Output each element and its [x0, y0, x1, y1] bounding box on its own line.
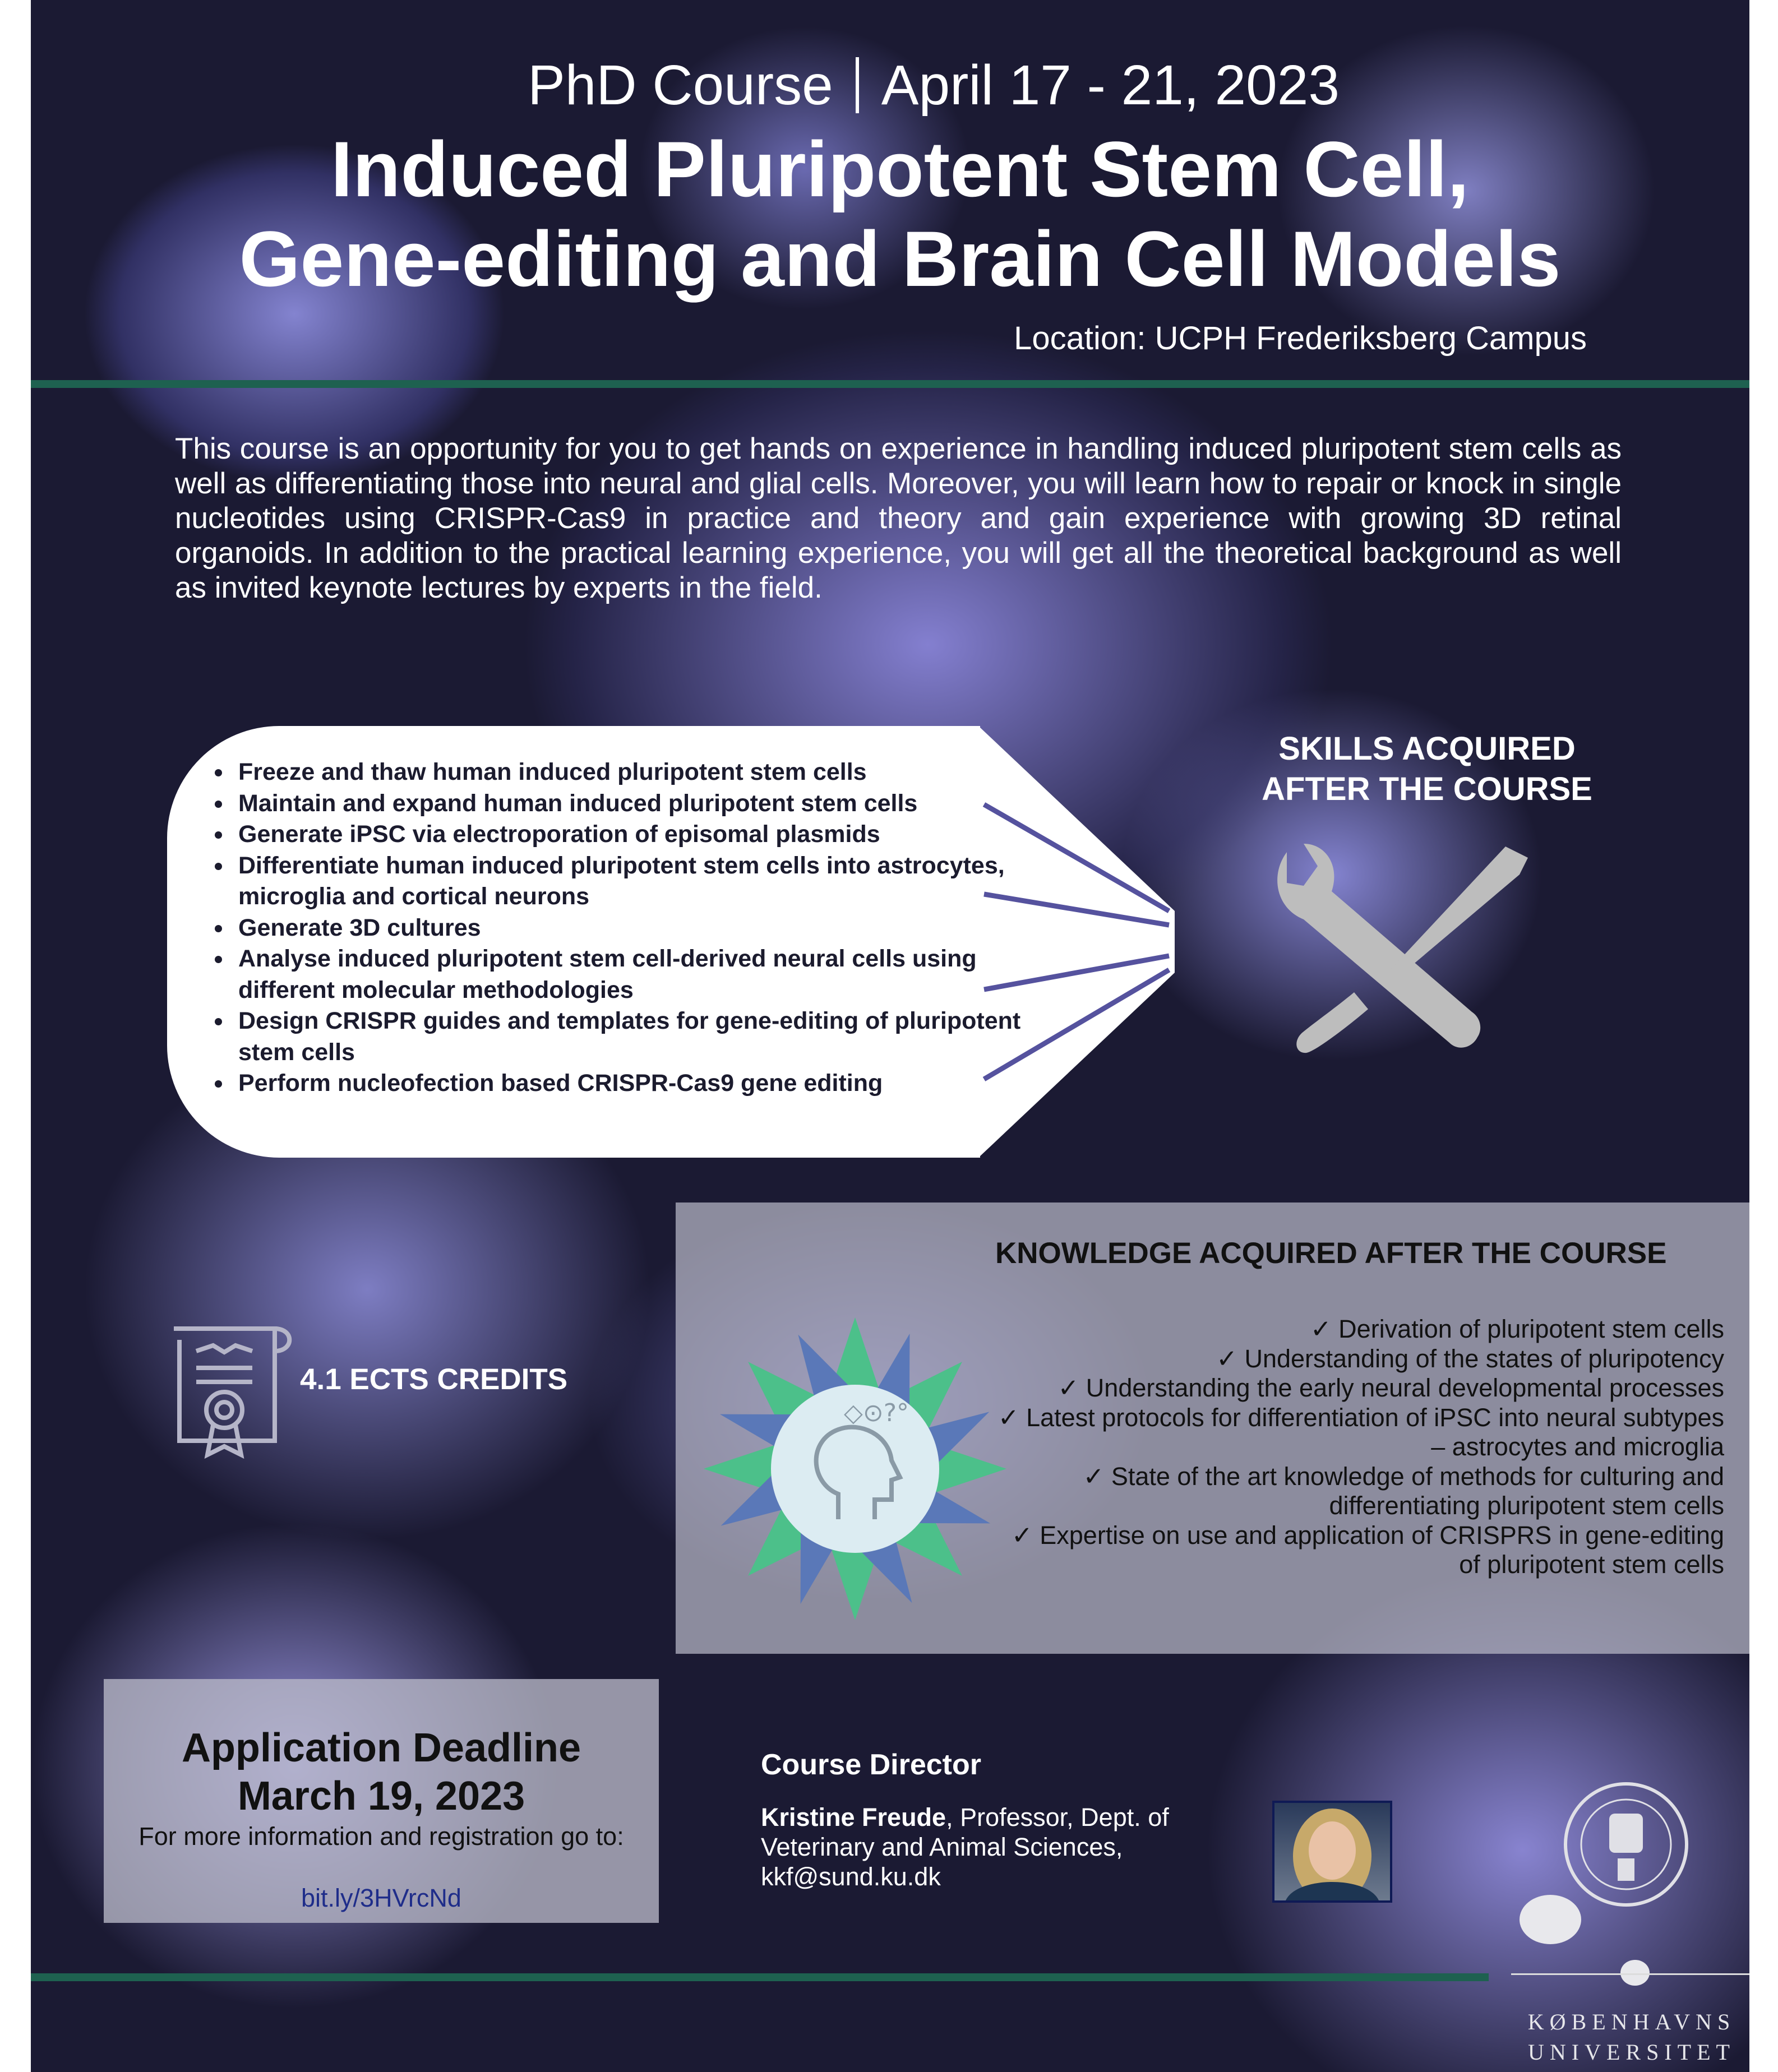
logo-line [1511, 1973, 1749, 1975]
deadline-label: Application Deadline [181, 1726, 581, 1770]
knowledge-item: ✓ Latest protocols for differentiation of iPSC into neural subtypes – astrocytes and microglia [997, 1403, 1724, 1461]
knowledge-list [995, 1315, 1724, 1580]
director-photo [1272, 1801, 1392, 1903]
knowledge-item: ✓ Understanding of the states of pluripotency [1216, 1344, 1724, 1373]
deadline-date: March 19, 2023 [237, 1774, 525, 1819]
skill-item: • Analyse induced pluripotent stem cell-derived neural cells using different molecular methodologies [233, 943, 1029, 1006]
deadline-title [104, 1724, 659, 1820]
bottom-divider [31, 1973, 1489, 1981]
top-divider [31, 380, 1749, 388]
knowledge-title: KNOWLEDGE ACQUIRED AFTER THE COURSE [995, 1237, 1667, 1270]
skills-title-line1: SKILLS ACQUIRED [1278, 730, 1576, 767]
skill-item: • Generate iPSC via electroporation of episomal plasmids [233, 819, 1029, 850]
course-type: PhD Course [528, 54, 833, 117]
director-name: Kristine Freude [761, 1803, 946, 1831]
ects-credits: 4.1 ECTS CREDITS [300, 1363, 568, 1396]
registration-link[interactable]: bit.ly/3HVrcNd [301, 1884, 461, 1912]
skills-list [193, 757, 1029, 1099]
knowledge-item: ✓ State of the art knowledge of methods for culturing and differentiating pluripotent stem cells [1083, 1461, 1724, 1520]
university-name [1511, 2007, 1749, 2068]
course-dates: April 17 - 21, 2023 [881, 54, 1340, 117]
skill-item: • Differentiate human induced pluripotent stem cells into astrocytes, microglia and cortical neurons [233, 850, 1029, 913]
skill-item: • Freeze and thaw human induced pluripotent stem cells [233, 757, 1029, 788]
decor-circle [1520, 1895, 1581, 1944]
wrench-screwdriver-icon [1264, 841, 1534, 1054]
university-name-line1: KØBENHAVNS [1527, 2009, 1736, 2034]
course-location: Location: UCPH Frederiksberg Campus [1014, 320, 1587, 357]
header-divider [856, 57, 859, 113]
university-seal-icon [1562, 1780, 1691, 1909]
registration-info: For more information and registration go to: [138, 1822, 624, 1851]
skill-item: • Maintain and expand human induced pluripotent stem cells [233, 788, 1029, 820]
director-role: , Professor, Dept. of Veterinary and Animal Sciences, [761, 1803, 1169, 1861]
decor-circle [1620, 1960, 1650, 1986]
director-title: Course Director [761, 1749, 981, 1781]
course-title-line1: Induced Pluripotent Stem Cell, [330, 125, 1470, 213]
course-title-line2: Gene-editing and Brain Cell Models [239, 215, 1561, 303]
knowledge-item: ✓ Understanding the early neural developmental processes [1057, 1373, 1724, 1402]
skills-title-line2: AFTER THE COURSE [1262, 771, 1592, 807]
skill-item: • Design CRISPR guides and templates for gene-editing of pluripotent stem cells [233, 1006, 1029, 1068]
skill-item: • Generate 3D cultures [233, 913, 1029, 944]
course-header [401, 53, 1466, 118]
knowledge-item: ✓ Derivation of pluripotent stem cells [1310, 1315, 1724, 1343]
skills-title [1175, 729, 1679, 810]
skill-item: • Perform nucleofection based CRISPR-Cas9 gene editing [233, 1068, 1029, 1099]
svg-text:◇⊙?°: ◇⊙?° [844, 1399, 909, 1427]
director-email[interactable]: kkf@sund.ku.dk [761, 1862, 941, 1891]
knowledge-item: ✓ Expertise on use and application of CRISPRS in gene-editing of pluripotent stem cells [1012, 1520, 1724, 1579]
poster [31, 0, 1749, 2072]
certificate-icon [163, 1317, 308, 1463]
director-details [761, 1802, 1266, 1891]
course-title [143, 124, 1657, 304]
intro-paragraph: This course is an opportunity for you to get hands on experience in handling induced pluripotent stem cells as well as differentiating those into neural and glial cells. Moreover, you will learn how to repair or knock in single nucleotides using CRISPR-Cas9 in practice and theory and gain experience with growing 3D retinal organoids. In addition to the practical learning experience, you will get all the theoretical background as well as invited keynote lectures by experts in the field. [175, 432, 1622, 604]
thinking-head-icon [698, 1312, 1012, 1626]
university-name-line2: UNIVERSITET [1528, 2039, 1735, 2065]
